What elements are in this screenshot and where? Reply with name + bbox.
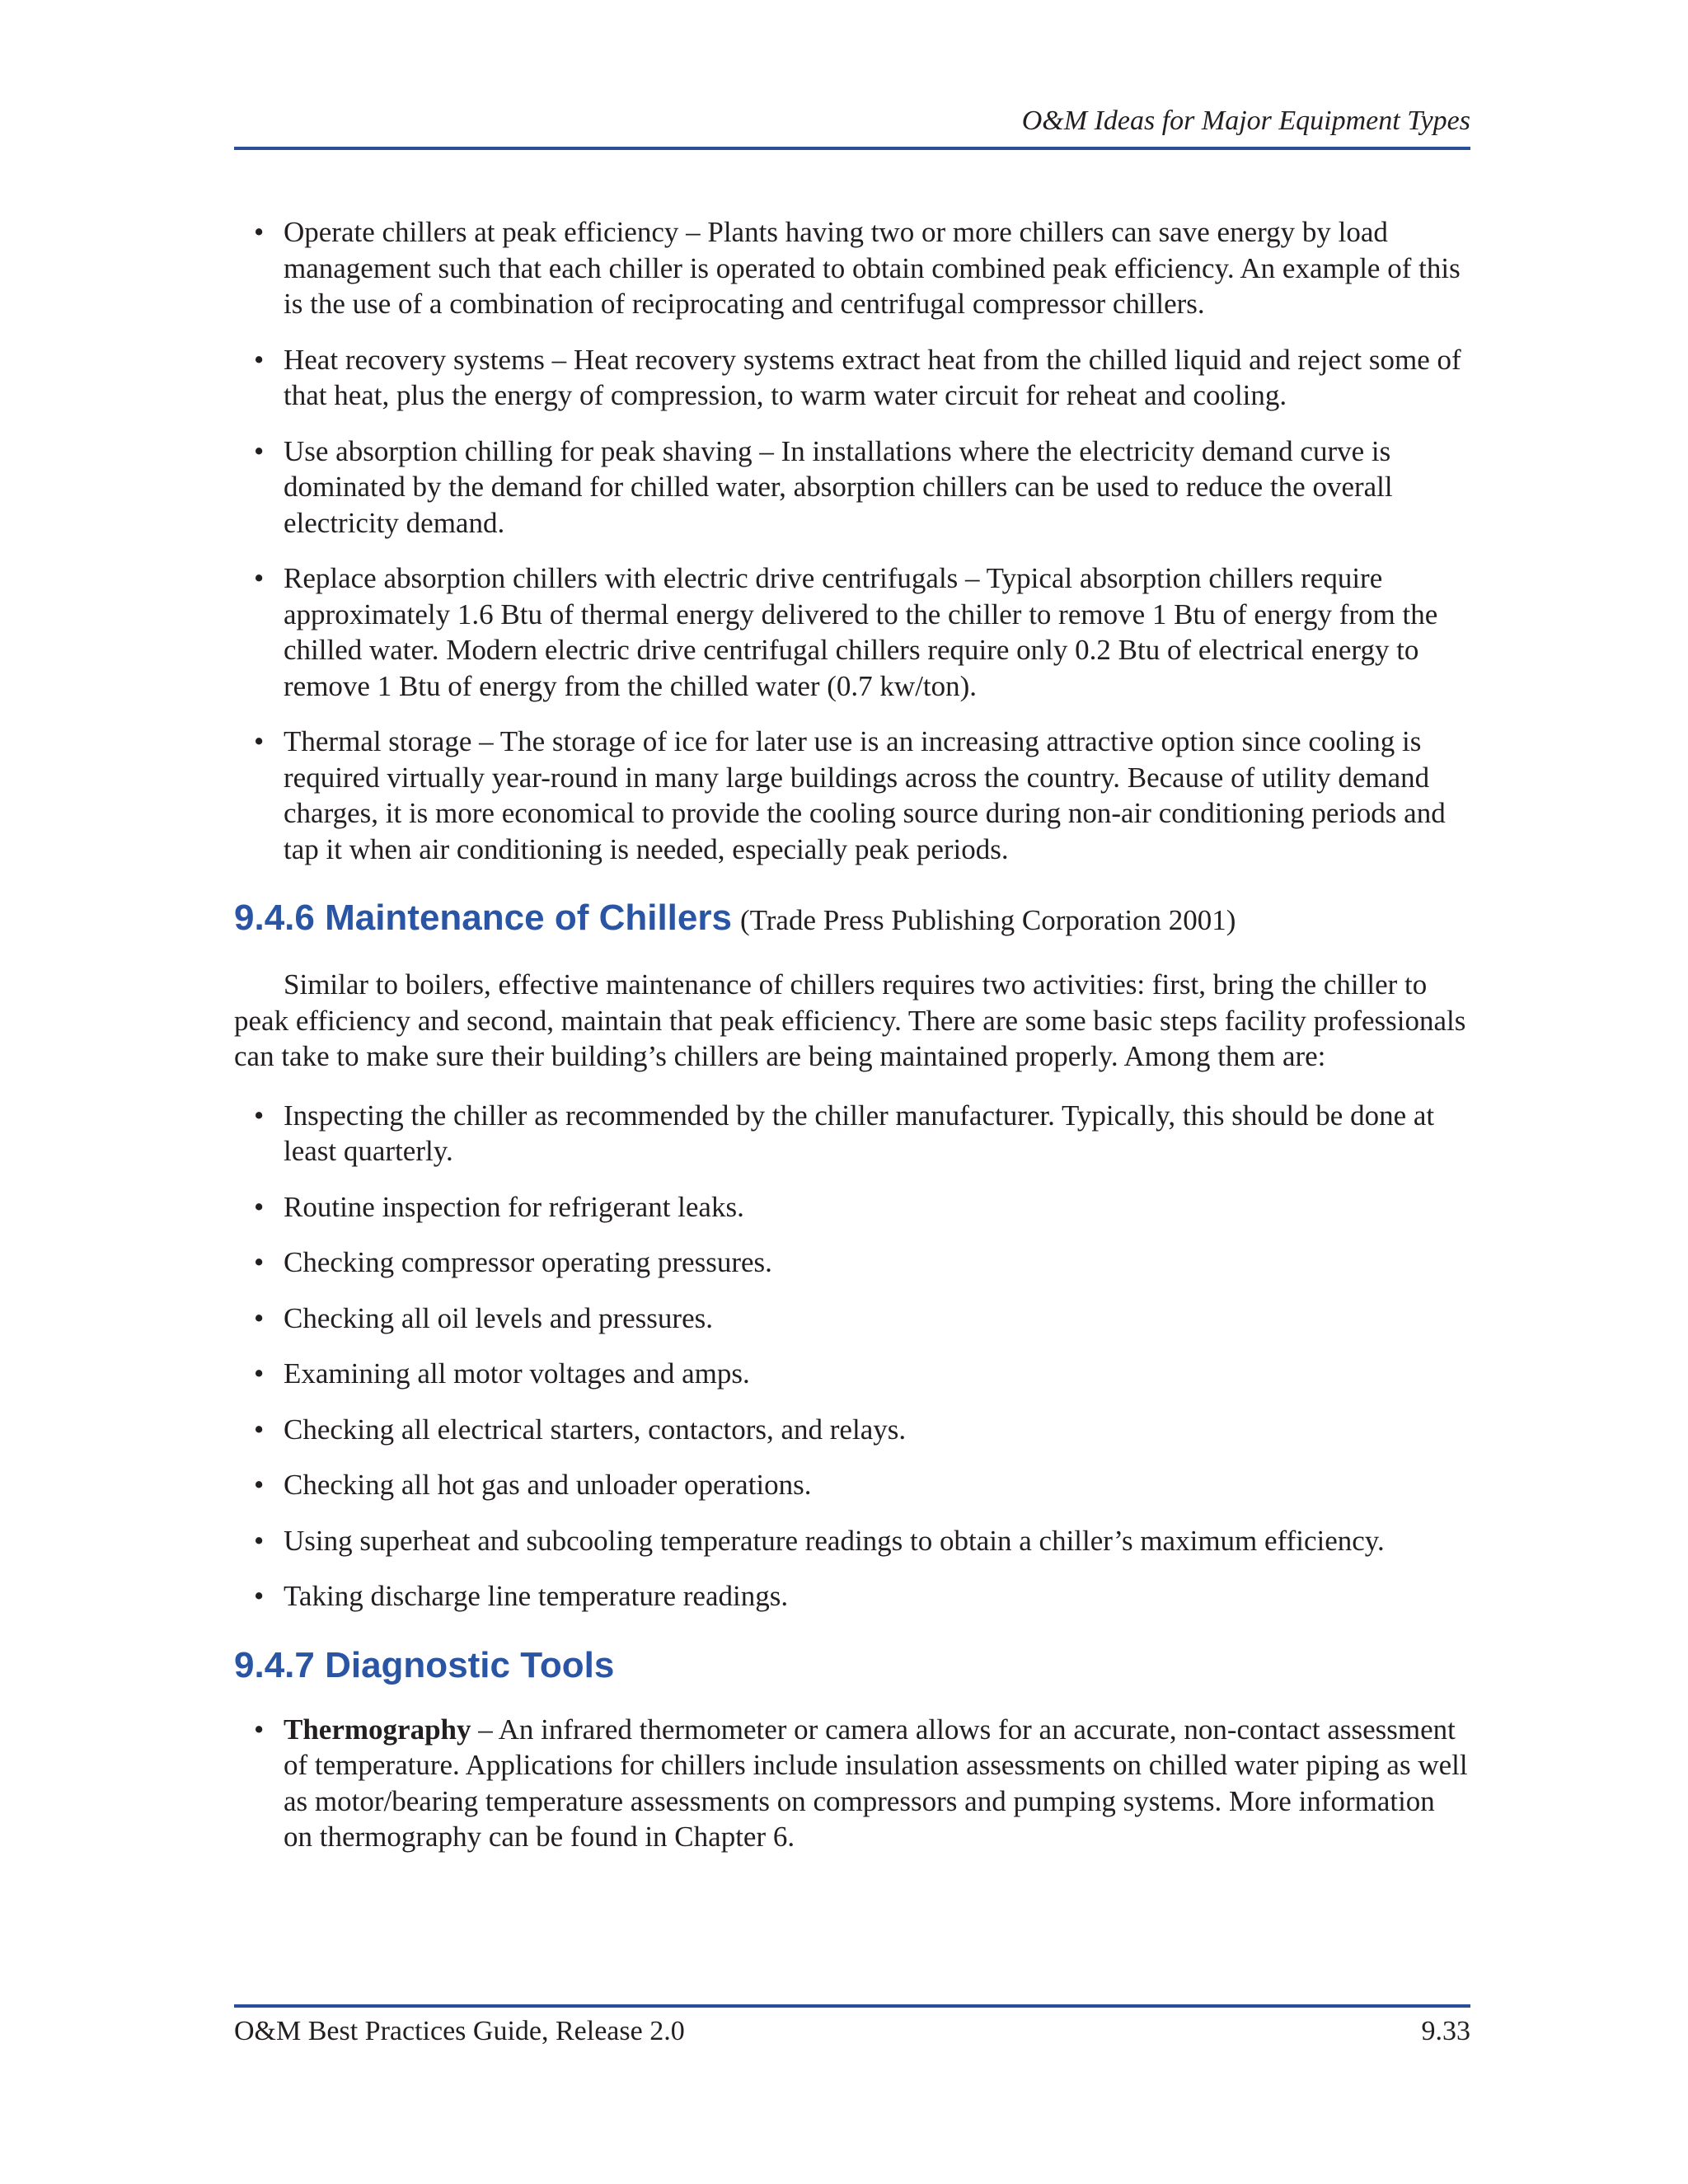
bullet-icon: • [254, 725, 265, 757]
list-item [234, 560, 1470, 704]
list-item [234, 1098, 1470, 1169]
running-header: O&M Ideas for Major Equipment Types [1021, 105, 1470, 136]
bullet-icon: • [254, 434, 265, 467]
bullet-icon: • [254, 1580, 265, 1612]
bullet-icon: • [254, 216, 265, 248]
list-item [234, 1301, 1470, 1337]
list-item-text: Operate chillers at peak efficiency – Plants having two or more chillers can save energy by load management such that each chiller is operated to obtain combined peak efficiency. An example of this is the use of a combination of reciprocating and centrifugal compressor chillers. [284, 216, 1461, 320]
maintenance-bullet-list [234, 1098, 1470, 1615]
bullet-icon: • [254, 1524, 265, 1557]
page-content [234, 214, 1470, 1875]
body-paragraph: Similar to boilers, effective maintenance of chillers requires two activities: first, bring the chiller to peak efficiency and second, maintain that peak efficiency. There are some basic steps facility professionals can take to make sure their building’s chillers are being maintained properly. Among them are: [234, 968, 1466, 1072]
list-item-text: Examining all motor voltages and amps. [284, 1357, 750, 1390]
bullet-icon: • [254, 343, 265, 376]
list-item-text: Use absorption chilling for peak shaving – In installations where the electricity demand curve is dominated by the demand for chilled water, absorption chillers can be used to reduce the overall electricity demand. [284, 434, 1393, 539]
section-citation: (Trade Press Publishing Corporation 2001) [739, 904, 1236, 936]
list-item-text: Thermal storage – The storage of ice for later use is an increasing attractive option since cooling is required virtually year-round in many large buildings across the country. Because of utility demand charges, it is more economical to provide the cooling source during non-air conditioning periods and tap it when air conditioning is needed, especially peak periods. [284, 725, 1446, 865]
list-item-text: Checking compressor operating pressures. [284, 1246, 772, 1278]
bullet-icon: • [254, 1190, 265, 1223]
list-item-term: Thermography [284, 1713, 471, 1746]
bullet-icon: • [254, 1469, 265, 1501]
section-title: 9.4.6 Maintenance of Chillers [234, 898, 732, 938]
list-item-text: – An infrared thermometer or camera allows for an accurate, non-contact assessment of temperature. Applications for chillers include insulation assessments on chilled water piping as well as motor/bearing temperature assessments on compressors and pumping systems. More information on thermography can be found in Chapter 6. [284, 1713, 1468, 1853]
footer-rule [234, 2004, 1470, 2008]
list-item-text: Using superheat and subcooling temperature readings to obtain a chiller’s maximum efficiency. [284, 1524, 1385, 1557]
bullet-icon: • [254, 1301, 265, 1334]
list-item [234, 1356, 1470, 1392]
list-item-text: Heat recovery systems – Heat recovery systems extract heat from the chilled liquid and reject some of that heat, plus the energy of compression, to warm water circuit for reheat and cooling. [284, 343, 1461, 411]
list-item [234, 1244, 1470, 1281]
list-item [234, 1467, 1470, 1503]
diagnostic-bullet-list [234, 1712, 1470, 1855]
bullet-icon: • [254, 562, 265, 594]
footer-guide-title: O&M Best Practices Guide, Release 2.0 [234, 2016, 685, 2046]
section-heading-maintenance [234, 897, 1470, 942]
bullet-icon: • [254, 1246, 265, 1278]
bullet-icon: • [254, 1713, 265, 1746]
list-item [234, 214, 1470, 322]
list-item [234, 434, 1470, 541]
bullet-icon: • [254, 1099, 265, 1132]
list-item-text: Replace absorption chillers with electric drive centrifugals – Typical absorption chillers require approximately 1.6 Btu of thermal energy delivered to the chiller to remove 1 Btu of energy from the chilled water. Modern electric drive centrifugal chillers require only 0.2 Btu of electrical energy to remove 1 Btu of energy from the chilled water (0.7 kw/ton). [284, 562, 1438, 702]
list-item [234, 1712, 1470, 1855]
list-item-text: Inspecting the chiller as recommended by the chiller manufacturer. Typically, this should be done at least quarterly. [284, 1099, 1435, 1167]
bullet-icon: • [254, 1357, 265, 1390]
list-item [234, 1578, 1470, 1615]
list-item-text: Checking all electrical starters, contactors, and relays. [284, 1413, 907, 1446]
list-item [234, 1523, 1470, 1559]
list-item [234, 1412, 1470, 1448]
list-item [234, 342, 1470, 414]
list-item-text: Checking all oil levels and pressures. [284, 1301, 713, 1334]
list-item [234, 724, 1470, 867]
section-heading-diagnostic-tools: 9.4.7 Diagnostic Tools [234, 1644, 615, 1685]
header-rule [234, 147, 1470, 150]
bullet-icon: • [254, 1413, 265, 1446]
list-item-text: Routine inspection for refrigerant leaks. [284, 1190, 744, 1223]
list-item [234, 1189, 1470, 1226]
list-item-text: Taking discharge line temperature readings. [284, 1580, 789, 1612]
footer-page-number: 9.33 [1421, 2016, 1470, 2046]
list-item-text: Checking all hot gas and unloader operations. [284, 1469, 812, 1501]
intro-bullet-list [234, 214, 1470, 867]
